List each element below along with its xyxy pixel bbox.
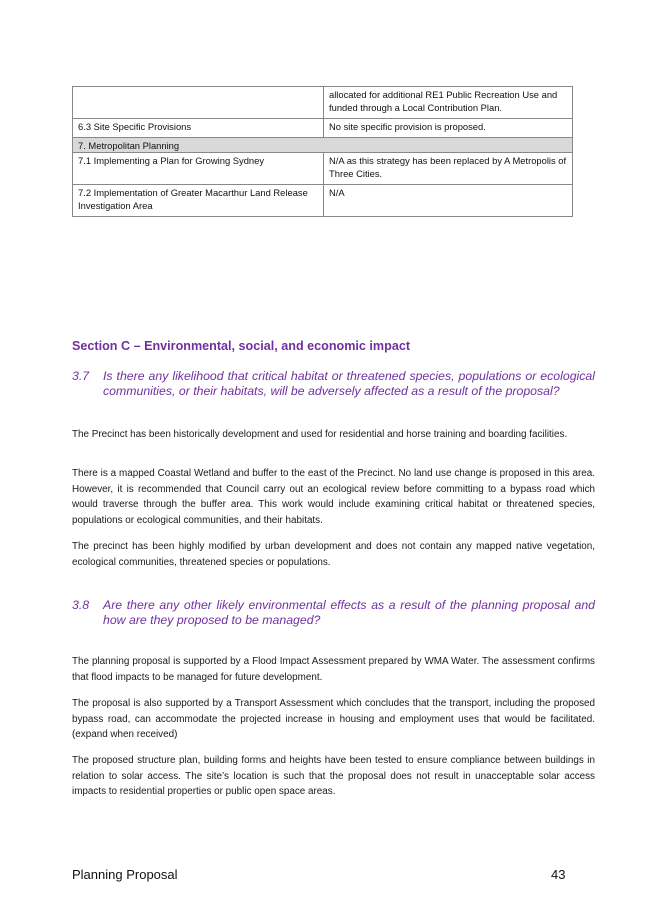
question-text: Are there any other likely environmental effects as a result of the planning proposal and how are they proposed to be managed? (103, 598, 595, 627)
table-cell-left (73, 87, 324, 119)
question-3-8 (72, 598, 595, 628)
table-cell-right: No site specific provision is proposed. (324, 119, 573, 138)
paragraph: The Precinct has been historically development and used for residential and horse training and boarding facilities. (72, 429, 568, 440)
table-row (73, 119, 573, 138)
table-cell-left: 7.2 Implementation of Greater Macarthur Land Release Investigation Area (73, 185, 324, 217)
table-cell-right: N/A as this strategy has been replaced by A Metropolis of Three Cities. (324, 153, 573, 185)
section-c-heading: Section C – Environmental, social, and economic impact (72, 339, 411, 353)
table-cell-right: N/A (324, 185, 573, 217)
table-row (73, 185, 573, 217)
paragraph: There is a mapped Coastal Wetland and buffer to the east of the Precinct. No land use change is proposed in this area. However, it is recommended that Council carry out an ecological review before committing to a bypass road which would traverse through the buffer area. This work would include examining critical habitat or threatened species, populations or ecological communities, and their habitats. (72, 468, 595, 526)
table-cell-left: 6.3 Site Specific Provisions (73, 119, 324, 138)
question-text: Is there any likelihood that critical habitat or threatened species, populations or ecological communities, or their habitats, will be adversely affected as a result of the proposal? (103, 369, 595, 398)
paragraph: The proposed structure plan, building forms and heights have been tested to ensure compliance between buildings in relation to solar access. The site’s location is such that the proposal does not result in unacceptable solar access impacts to residential properties or public open space areas. (72, 755, 595, 797)
page-number: 43 (551, 867, 566, 882)
paragraph: The proposal is also supported by a Transport Assessment which concludes that the transport, including the proposed bypass road, can accommodate the projected increase in housing and employment uses that would be facilitated. (expand when received) (72, 698, 595, 740)
question-3-7 (72, 369, 595, 399)
table-section-row (73, 138, 573, 153)
question-number: 3.7 (72, 369, 90, 383)
table-row (73, 153, 573, 185)
question-number: 3.8 (72, 598, 90, 612)
table-cell-right: allocated for additional RE1 Public Recreation Use and funded through a Local Contribution Plan. (324, 87, 573, 119)
table-row (73, 87, 573, 119)
consistency-table (72, 86, 573, 217)
footer-title: Planning Proposal (72, 867, 178, 882)
paragraph: The planning proposal is supported by a Flood Impact Assessment prepared by WMA Water. The assessment confirms that flood impacts to be managed for future development. (72, 656, 595, 683)
table-section-heading: 7. Metropolitan Planning (73, 138, 573, 153)
paragraph: The precinct has been highly modified by urban development and does not contain any mapped native vegetation, ecological communities, threatened species or populations. (72, 541, 595, 568)
table-cell-left: 7.1 Implementing a Plan for Growing Sydney (73, 153, 324, 185)
